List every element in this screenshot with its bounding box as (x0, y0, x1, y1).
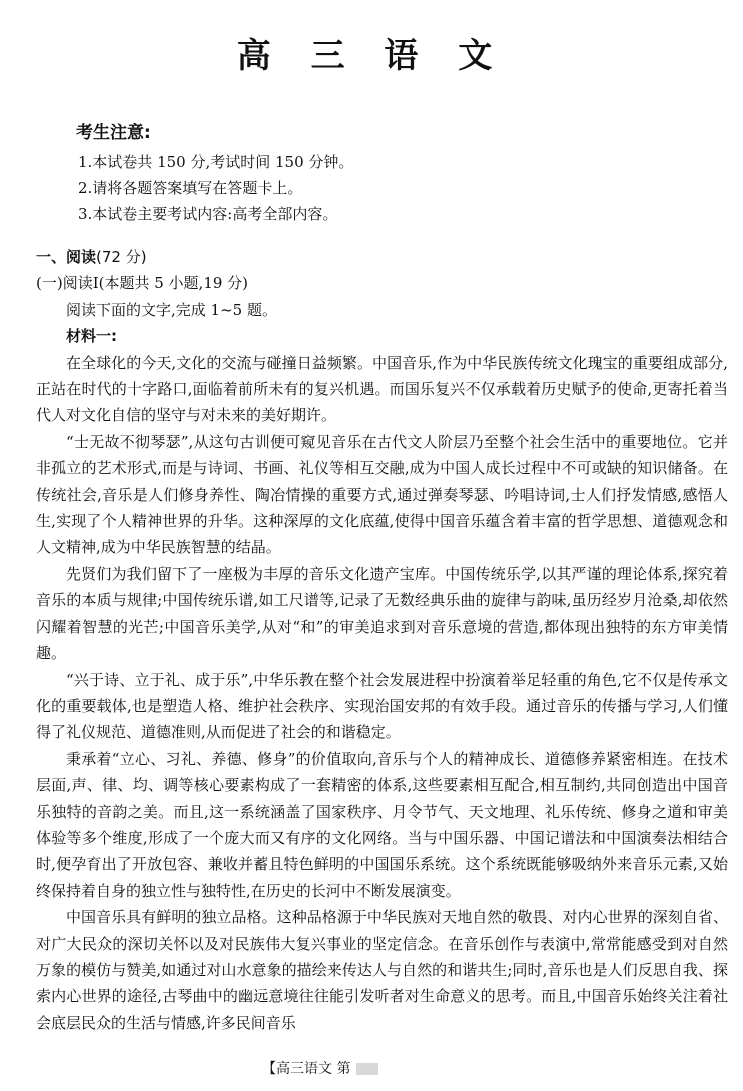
material-label: 材料一: (66, 327, 117, 346)
paragraph: 在全球化的今天,文化的交流与碰撞日益频繁。中国音乐,作为中华民族传统文化瑰宝的重要组成部分,正站在时代的十字路口,面临着前所未有的复兴机遇。而国乐复兴不仅承载着历史赋予的使命,更寄托着当代人对文化自信的坚守与对未来的美好期许。 (36, 353, 728, 425)
page-footer (262, 1058, 378, 1078)
sub-section-heading: (一)阅读Ⅰ(本题共 5 小题,19 分) (36, 274, 249, 293)
notice-item-1: 1.本试卷共 150 分,考试时间 150 分钟。 (78, 153, 354, 171)
notice-heading: 考生注意: (76, 123, 151, 143)
paragraph: 秉承着“立心、习礼、养德、修身”的价值取向,音乐与个人的精神成长、道德修养紧密相连。在技术层面,声、律、均、调等核心要素构成了一套精密的体系,这些要素相互配合,相互制约,共同创造出中国音乐独特的音韵之美。而且,这一系统涵盖了国家秩序、月令节气、天文地理、礼乐传统、修身之道和审美体验等多个维度,形成了一个庞大而又有序的文化网络。当与中国乐器、中国记谱法和中国演奏法相结合时,便孕育出了开放包容、兼收并蓄且特色鲜明的中国国乐系统。这个系统既能够吸纳外来音乐元素,又始终保持着自身的独立性与独特性,在历史的长河中不断发展演变。 (36, 749, 728, 900)
section-score: (72 分) (96, 248, 147, 266)
notice-item-3: 3.本试卷主要考试内容:高考全部内容。 (78, 205, 338, 223)
paragraph: “兴于诗、立于礼、成于乐”,中华乐教在整个社会发展进程中扮演着举足轻重的角色,它不仅是传承文化的重要载体,也是塑造人格、维护社会秩序、实现治国安邦的有效手段。通过音乐的传播与学习,人们懂得了礼仪规范、道德准则,从而促进了社会的和谐稳定。 (36, 670, 728, 742)
page-title: 高 三 语 文 (236, 36, 507, 76)
footer-redaction-bar (356, 1063, 378, 1075)
paragraph: “士无故不彻琴瑟”,从这句古训便可窥见音乐在古代文人阶层乃至整个社会生活中的重要地位。它并非孤立的艺术形式,而是与诗词、书画、礼仪等相互交融,成为中国人成长过程中不可或缺的知识储备。在传统社会,音乐是人们修身养性、陶冶情操的重要方式,通过弹奏琴瑟、吟唱诗词,士人们抒发情感,感悟人生,实现了个人精神世界的升华。这种深厚的文化底蕴,使得中国音乐蕴含着丰富的哲学思想、道德观念和人文精神,成为中华民族智慧的结晶。 (36, 432, 728, 557)
section-heading (36, 244, 728, 270)
paragraph: 中国音乐具有鲜明的独立品格。这种品格源于中华民族对天地自然的敬畏、对内心世界的深刻自省、对广大民众的深切关怀以及对民族伟大复兴事业的坚定信念。在音乐创作与表演中,常常能感受到对自然万象的模仿与赞美,如通过对山水意象的描绘来传达人与自然的和谐共生;同时,音乐也是人们反思自我、探索内心世界的途径,古琴曲中的幽远意境往往能引发听者对生命意义的思考。而且,中国音乐始终关注着社会底层民众的生活与情感,许多民间音乐 (36, 908, 728, 1032)
instruction-text: 阅读下面的文字,完成 1~5 题。 (66, 300, 277, 319)
paragraph: 先贤们为我们留下了一座极为丰厚的音乐文化遗产宝库。中国传统乐学,以其严谨的理论体系,探究着音乐的本质与规律;中国传统乐谱,如工尺谱等,记录了无数经典乐曲的旋律与韵味,虽历经岁月沧桑,却依然闪耀着智慧的光芒;中国音乐美学,从对“和”的审美追求到对音乐意境的营造,都体现出独特的东方审美情趣。 (36, 564, 728, 663)
candidate-notice (76, 118, 676, 227)
reading-section (36, 244, 728, 1036)
section-heading-label: 一、阅读 (36, 248, 97, 266)
footer-label: 【高三语文 第 (262, 1061, 351, 1077)
notice-item-2: 2.请将各题答案填写在答题卡上。 (78, 179, 303, 197)
